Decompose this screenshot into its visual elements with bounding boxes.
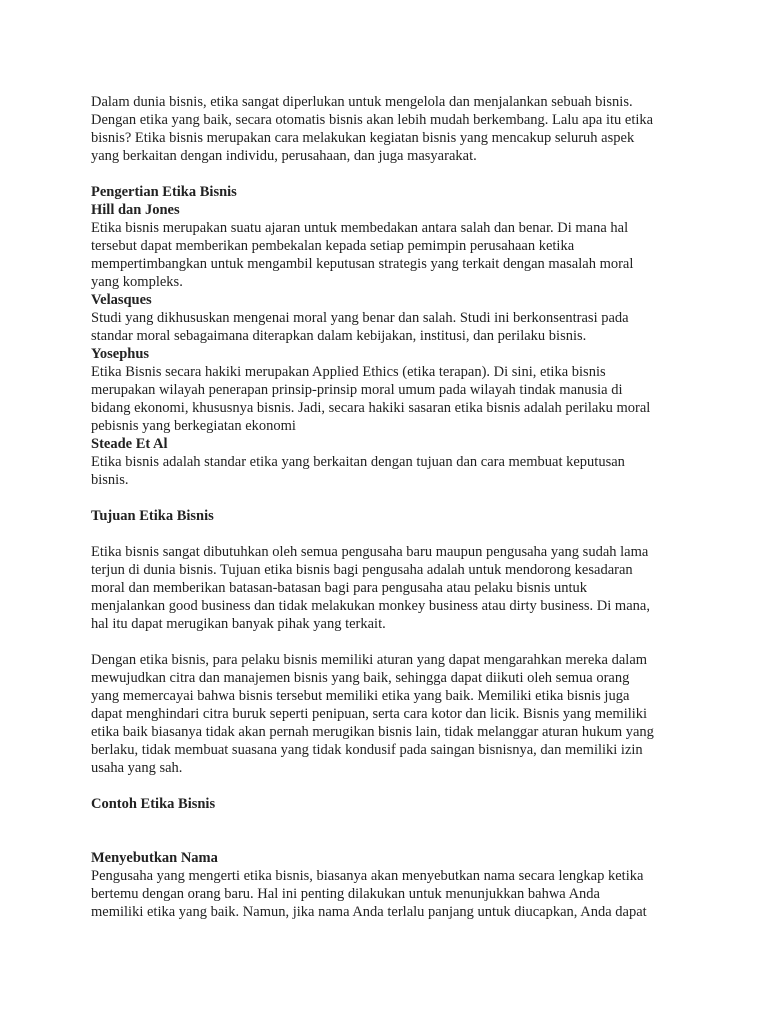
spacer <box>91 489 691 507</box>
definition-name-hill-dan-jones: Hill dan Jones <box>91 202 180 218</box>
section-heading-pengertian: Pengertian Etika Bisnis <box>91 184 237 200</box>
spacer <box>91 777 691 795</box>
definition-name-velasques: Velasques <box>91 292 152 308</box>
section-heading-tujuan: Tujuan Etika Bisnis <box>91 508 214 524</box>
definition-text-yosephus: Etika Bisnis secara hakiki merupakan Applied Ethics (etika terapan). Di sini, etika bisnis merupakan wilayah penerapan prinsip-prinsip moral umum pada wilayah tindak manusia di bidang ekonomi, khususnya bisnis. Jadi, secara hakiki sasaran etika bisnis adalah perilaku moral pebisnis yang berkegiatan ekonomi <box>91 364 651 434</box>
spacer <box>91 525 691 543</box>
document-page <box>91 93 691 921</box>
spacer <box>91 633 691 651</box>
definition-text-velasques: Studi yang dikhususkan mengenai moral yang benar dan salah. Studi ini berkonsentrasi pada standar moral sebagaimana diterapkan dalam kebijakan, institusi, dan perilaku bisnis. <box>91 310 629 344</box>
definition-text-steade-et-al: Etika bisnis adalah standar etika yang berkaitan dengan tujuan dan cara membuat keputusan bisnis. <box>91 454 625 488</box>
tujuan-paragraph-2: Dengan etika bisnis, para pelaku bisnis memiliki aturan yang dapat mengarahkan mereka dalam mewujudkan citra dan manajemen bisnis yang baik, sehingga dapat diikuti oleh semua orang yang memercayai bahwa bisnis tersebut memiliki etika yang baik. Memiliki etika bisnis juga dapat menghindari citra buruk seperti penipuan, serta cara kotor dan licik. Bisnis yang memiliki etika baik biasanya tidak akan pernah merugikan bisnis lain, tidak melanggar aturan hukum yang berlaku, tidak membuat suasana yang tidak kondusif pada saingan bisnisnya, dan memiliki izin usaha yang sah. <box>91 652 654 776</box>
sub-heading-menyebutkan-nama: Menyebutkan Nama <box>91 850 218 866</box>
definition-name-yosephus: Yosephus <box>91 346 150 362</box>
spacer <box>91 813 691 849</box>
tujuan-paragraph-1: Etika bisnis sangat dibutuhkan oleh semua pengusaha baru maupun pengusaha yang sudah lama terjun di dunia bisnis. Tujuan etika bisnis bagi pengusaha adalah untuk mendorong kesadaran moral dan memberikan batasan-batasan bagi para pengusaha atau pelaku bisnis untuk menjalankan good business dan tidak melakukan monkey business atau dirty business. Di mana, hal itu dapat merugikan banyak pihak yang terkait. <box>91 544 650 632</box>
definition-name-steade-et-al: Steade Et Al <box>91 436 168 452</box>
spacer <box>91 165 691 183</box>
definition-text-hill-dan-jones: Etika bisnis merupakan suatu ajaran untuk membedakan antara salah dan benar. Di mana hal tersebut dapat memberikan pembekalan kepada setiap pemimpin perusahaan ketika mempertimbangkan untuk mengambil keputusan strategis yang terkait dengan masalah moral yang kompleks. <box>91 220 634 290</box>
section-heading-contoh: Contoh Etika Bisnis <box>91 796 216 812</box>
intro-paragraph: Dalam dunia bisnis, etika sangat diperlukan untuk mengelola dan menjalankan sebuah bisnis. Dengan etika yang baik, secara otomatis bisnis akan lebih mudah berkembang. Lalu apa itu etika bisnis? Etika bisnis merupakan cara melakukan kegiatan bisnis yang mencakup seluruh aspek yang berkaitan dengan individu, perusahaan, dan juga masyarakat. <box>91 94 654 164</box>
contoh-paragraph: Pengusaha yang mengerti etika bisnis, biasanya akan menyebutkan nama secara lengkap ketika bertemu dengan orang baru. Hal ini penting dilakukan untuk menunjukkan bahwa Anda memiliki etika yang baik. Namun, jika nama Anda terlalu panjang untuk diucapkan, Anda dapat <box>91 868 647 920</box>
